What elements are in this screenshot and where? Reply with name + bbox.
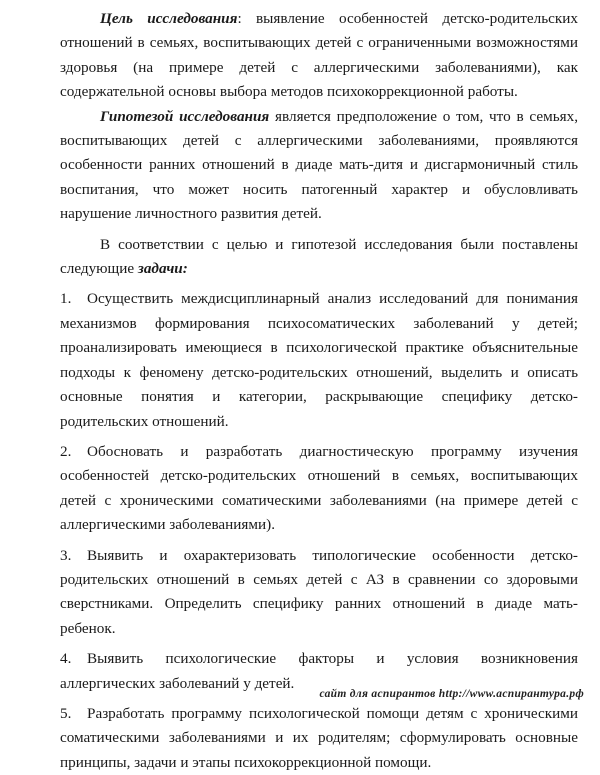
task-number: 5.	[60, 704, 72, 722]
goal-text: : выявление особенностей детско-родительских отношений в семьях, воспитывающих детей с ограниченными возможностями здоровья (на примере детей с аллергическими заболеваниями), как содержательной основы выбора методов психокоррекционной работы.	[60, 10, 578, 101]
task-item	[60, 544, 578, 642]
task-number: 2.	[60, 442, 72, 460]
task-number: 4.	[60, 650, 72, 668]
task-text: Выявить психологические факторы и условия возникновения аллергических заболеваний у детей.	[60, 650, 578, 692]
hypothesis-paragraph	[60, 105, 578, 227]
task-number: 1.	[60, 290, 72, 308]
goal-paragraph	[60, 7, 578, 105]
task-item	[60, 440, 578, 538]
tasks-label-suffix: :	[182, 260, 188, 278]
task-text: Выявить и охарактеризовать типологические особенности детско-родительских отношений в семьях детей с АЗ в сравнении со здоровыми сверстниками. Определить специфику ранних отношений в диаде мать-ребенок.	[60, 546, 578, 637]
task-item	[60, 702, 578, 775]
site-footer-watermark: сайт для аспирантов http://www.аспирантура.рф	[319, 688, 584, 700]
tasks-intro-text: В соответствии с целью и гипотезой исследования были поставлены следующие	[60, 235, 578, 278]
task-item	[60, 287, 578, 433]
task-text: Обосновать и разработать диагностическую программу изучения особенностей детско-родительских отношений в семьях, воспитывающих детей с хроническими соматическими заболеваниями (на примере детей с аллергическими заболеваниями).	[60, 442, 578, 534]
tasks-intro-paragraph	[60, 233, 578, 282]
tasks-label: задачи	[137, 260, 183, 278]
hypothesis-label: Гипотезой исследования	[100, 107, 270, 125]
goal-label: Цель исследования	[100, 10, 238, 27]
task-text: Разработать программу психологической помощи детям с хроническими соматическими заболеваниями и их родителям; сформулировать основные принципы, задачи и этапы психокоррекционной помощи.	[60, 704, 578, 771]
hypothesis-text: является предположение о том, что в семьях, воспитывающих детей с аллергическими заболеваниями, проявляются особенности ранних отношений в диаде мать-дитя и дисгармоничный стиль воспитания, что может носить патогенный характер и обусловливать нарушение личностного развития детей.	[60, 107, 579, 223]
task-text: Осуществить междисциплинарный анализ исследований для понимания механизмов формирования психосоматических заболеваний у детей; проанализировать имеющиеся в психологической практике объяснительные подходы к феномену детско-родительских отношений, выделить и описать основные понятия и категории, раскрывающие специфику детско-родительских отношений.	[60, 290, 578, 430]
task-number: 3.	[60, 546, 72, 564]
